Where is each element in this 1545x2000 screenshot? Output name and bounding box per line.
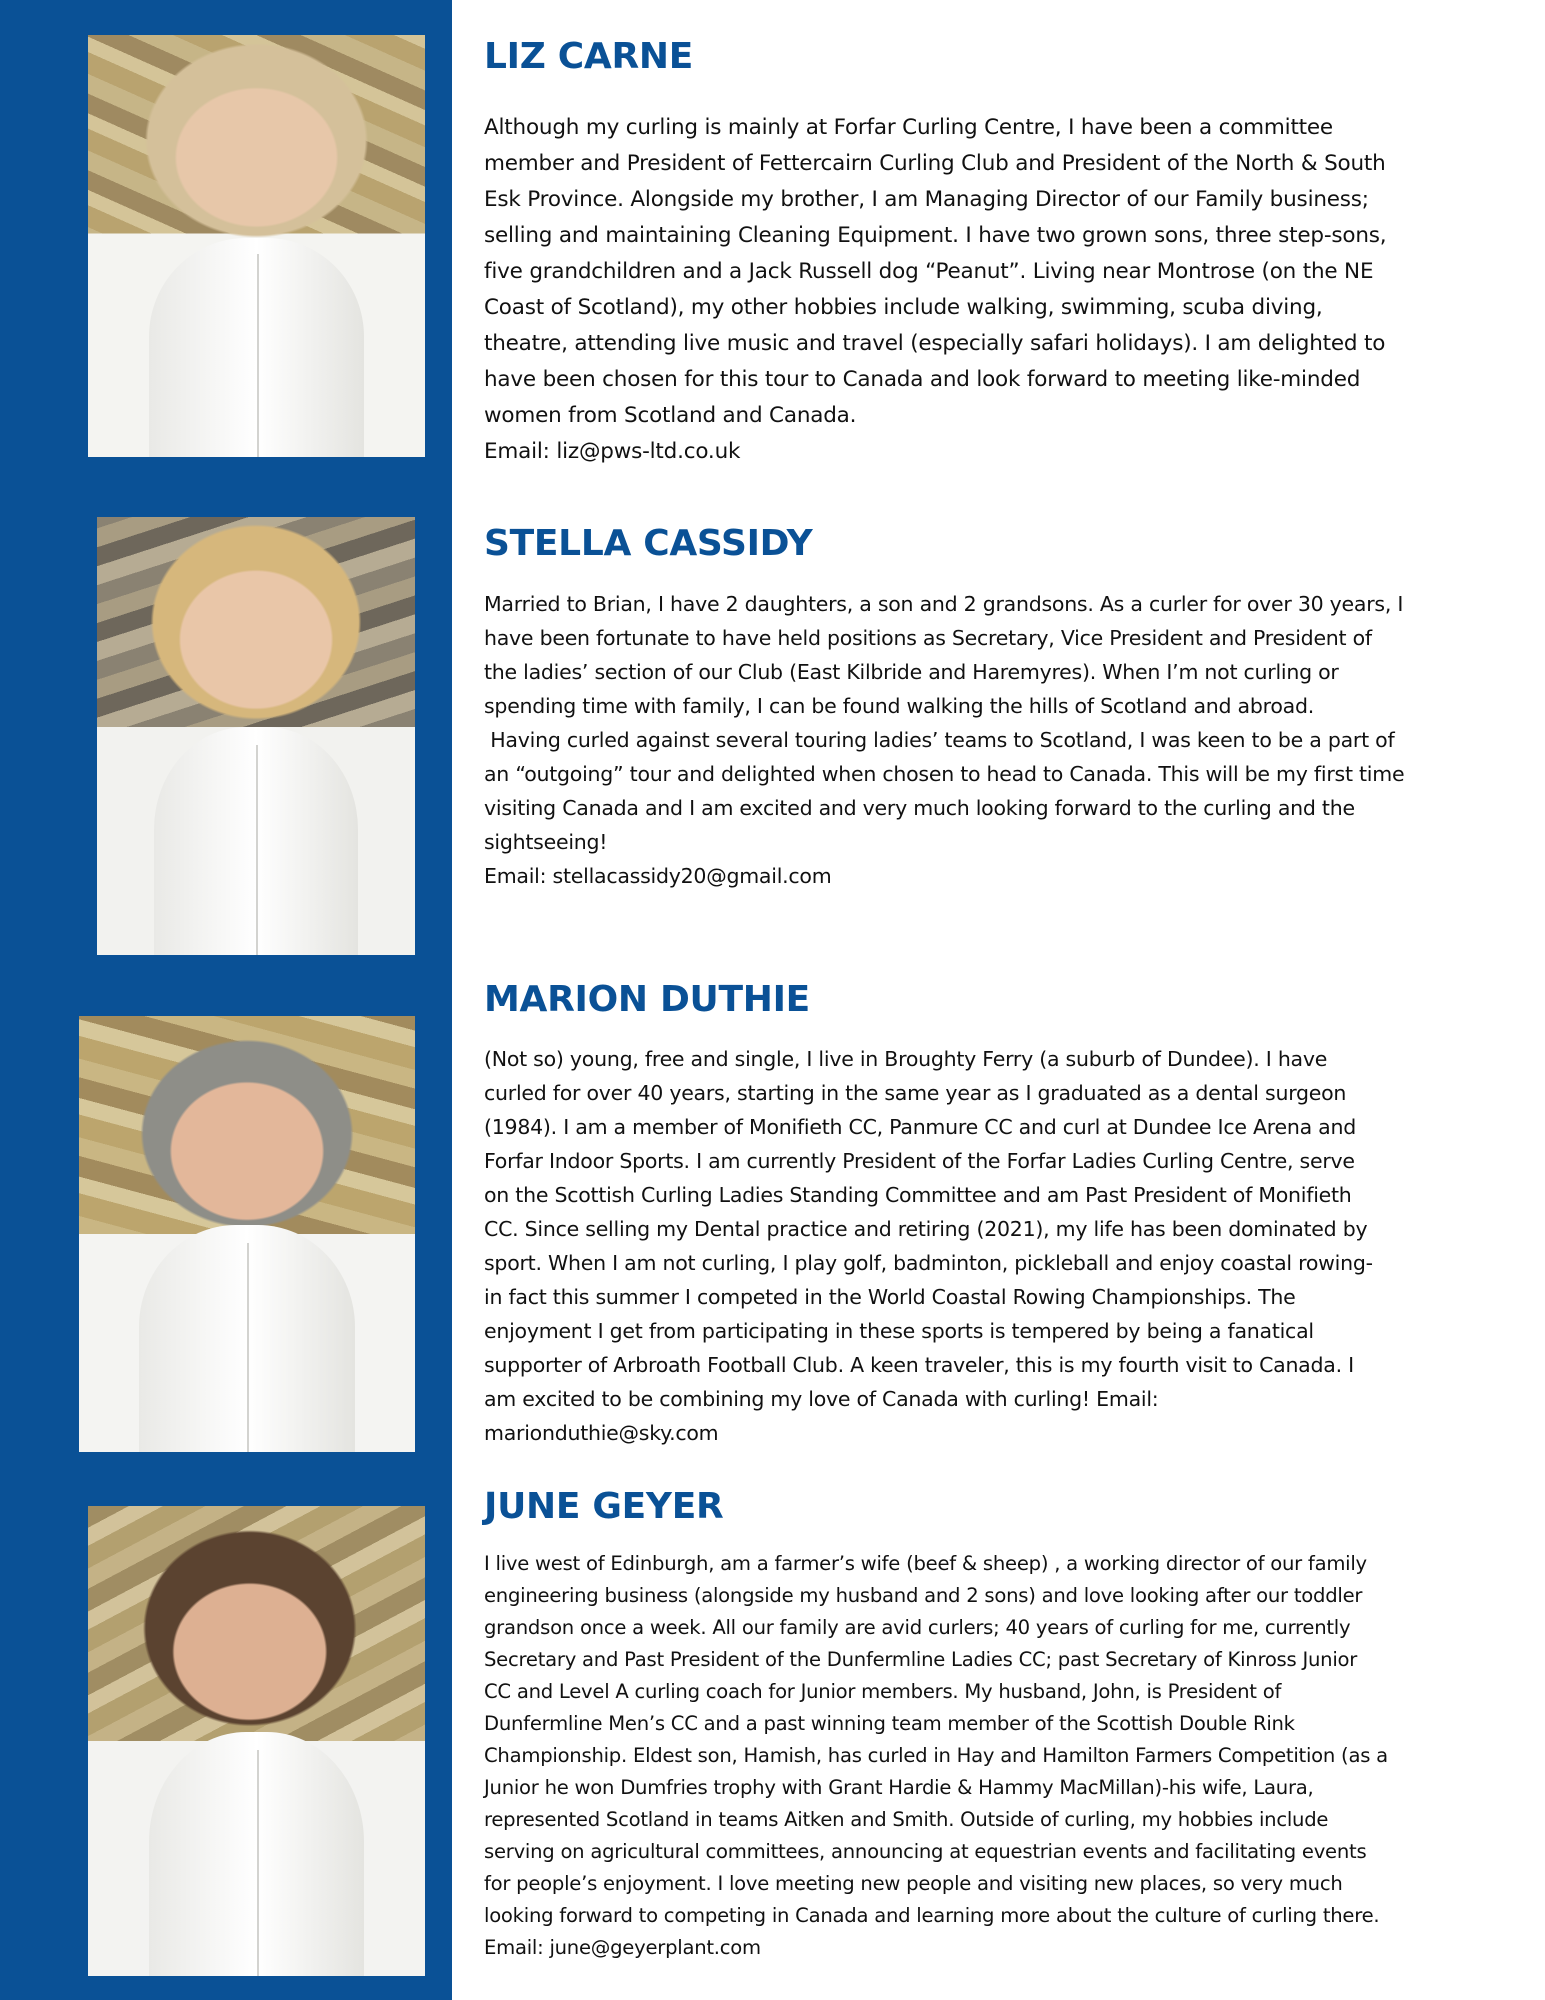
profile-name-marion-duthie: MARION DUTHIE: [484, 979, 810, 1020]
profile-bio-marion-duthie: (Not so) young, free and single, I live in Broughty Ferry (a suburb of Dundee). I have curled for over 40 years, starting in the same year as I graduated as a dental surgeon (1984). I am a member of Monifieth CC, Panmure CC and curl at Dundee Ice Arena and Forfar Indoor Sports. I am currently President of the Forfar Ladies Curling Centre, serve on the Scottish Curling Ladies Standing Committee and am Past President of Monifieth CC. Since selling my Dental practice and retiring (2021), my life has been dominated by sport. When I am not curling, I play golf, badminton, pickleball and enjoy coastal rowing- in fact this summer I competed in the World Coastal Rowing Championships. The enjoyment I get from participating in these sports is tempered by being a fanatical supporter of Arbroath Football Club. A keen traveler, this is my fourth visit to Canada. I am excited to be combining my love of Canada with curling! Email: marionduthie@sky.com: [484, 1047, 1373, 1445]
profile-name-stella-cassidy: STELLA CASSIDY: [484, 523, 813, 564]
portrait-photo-june-geyer: [88, 1506, 425, 1976]
profile-bio-june-geyer: I live west of Edinburgh, am a farmer’s wife (beef & sheep) , a working director of our family engineering business (alongside my husband and 2 sons) and love looking after our toddler grandson once a week. All our family are avid curlers; 40 years of curling for me, currently Secretary and Past President of the Dunfermline Ladies CC; past Secretary of Kinross Junior CC and Level A curling coach for Junior members. My husband, John, is President of Dunfermline Men’s CC and a past winning team member of the Scottish Double Rink Championship. Eldest son, Hamish, has curled in Hay and Hamilton Farmers Competition (as a Junior he won Dumfries trophy with Grant Hardie & Hammy MacMillan)-his wife, Laura, represented Scotland in teams Aitken and Smith. Outside of curling, my hobbies include serving on agricultural committees, announcing at equestrian events and facilitating events for people’s enjoyment. I love meeting new people and visiting new places, so very much looking forward to competing in Canada and learning more about the culture of curling there. Email: june@geyerplant.com: [484, 1552, 1388, 1959]
profile-bio-liz-carne: Although my curling is mainly at Forfar Curling Centre, I have been a committee member and President of Fettercairn Curling Club and President of the North & South Esk Province. Alongside my brother, I am Managing Director of our Family business; selling and maintaining Cleaning Equipment. I have two grown sons, three step-sons, five grandchildren and a Jack Russell dog “Peanut”. Living near Montrose (on the NE Coast of Scotland), my other hobbies include walking, swimming, scuba diving, theatre, attending live music and travel (especially safari holidays). I am delighted to have been chosen for this tour to Canada and look forward to meeting like-minded women from Scotland and Canada. Email: liz@pws-ltd.co.uk: [484, 115, 1387, 464]
portrait-photo-stella-cassidy: [97, 517, 415, 955]
portrait-photo-liz-carne: [88, 35, 425, 457]
portrait-photo-marion-duthie: [79, 1016, 415, 1452]
profile-bio-stella-cassidy: Married to Brian, I have 2 daughters, a son and 2 grandsons. As a curler for over 30 years, I have been fortunate to have held positions as Secretary, Vice President and President of the ladies’ section of our Club (East Kilbride and Haremyres). When I’m not curling or spending time with family, I can be found walking the hills of Scotland and abroad. Having curled against several touring ladies’ teams to Scotland, I was keen to be a part of an “outgoing” tour and delighted when chosen to head to Canada. This will be my first time visiting Canada and I am excited and very much looking forward to the curling and the sightseeing! Email: stellacassidy20@gmail.com: [484, 592, 1405, 888]
profile-name-june-geyer: JUNE GEYER: [484, 1486, 724, 1527]
profile-name-liz-carne: LIZ CARNE: [484, 36, 693, 77]
